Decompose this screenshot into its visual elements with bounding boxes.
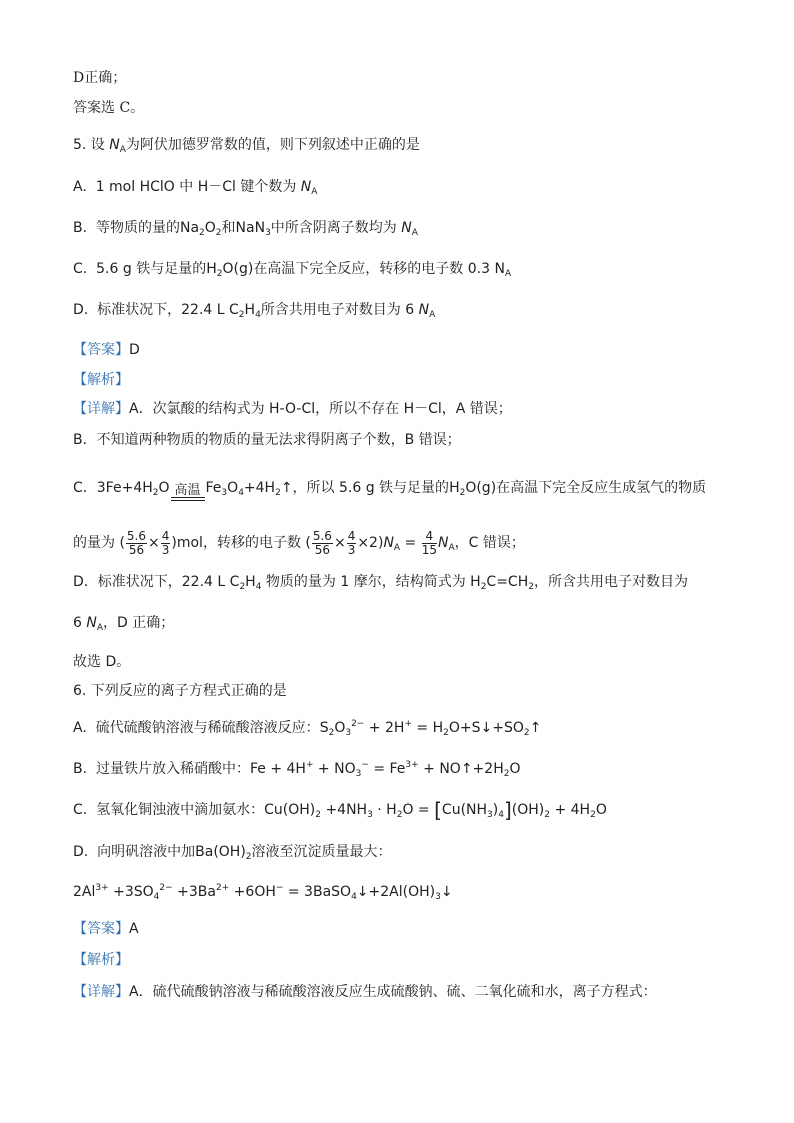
answer-tag: 【答案】	[73, 342, 129, 358]
text: 1 mol HClO 中 H－Cl 键个数为	[95, 179, 297, 195]
text: B．不知道两种物质的物质的量无法求得阴离子个数，B 错误；	[73, 432, 461, 448]
question-5-option-c: C. 5.6 g 铁与足量的$H_2O(g)$在高温下完全反应，转移的电子数 0.3 $N_A$	[73, 261, 512, 279]
option-label: C.	[73, 261, 88, 277]
text: 为阿伏加德罗常数的值，则下列叙述中正确的是	[125, 137, 420, 153]
text: 6. 下列反应的离子方程式正确的是	[73, 683, 287, 699]
analysis-line	[73, 370, 754, 390]
text-line	[73, 98, 754, 118]
option-label: C.	[73, 802, 88, 818]
text: 物质的量为 1 摩尔，结构简式为	[265, 574, 466, 590]
detail-b-line	[73, 430, 754, 450]
option-label: B.	[73, 761, 88, 777]
question-5-option-a: A. 1 mol HClO 中 H－Cl 键个数为 $N_A$	[73, 179, 318, 197]
detail-c-line-2: 的量为 ( $\frac{5.6}{56}$ × $\frac{4}{3}$ )mol，转移的电子数 ( $\frac{5.6}{56}$ × $\frac{4}{3}$ $\times 2)N_A$ = $\frac{4}{15}$ $N_A$，C 错误；	[73, 528, 525, 557]
text: ×2)	[357, 535, 384, 551]
text: 和	[221, 220, 236, 236]
text: A．硫代硫酸钠溶液与稀硫酸溶液反应生成硫酸钠、硫、二氧化硫和水，离子方程式：	[129, 984, 657, 1000]
detail-a-line	[73, 982, 754, 1002]
text: 在高温下完全反应，转移的电子数 0.3	[253, 261, 491, 277]
text: 氢氧化铜浊液中滴加氨水：	[96, 802, 265, 818]
question-5-stem: 5. 设 $N_A$为阿伏加德罗常数的值，则下列叙述中正确的是	[73, 137, 420, 155]
text: A．次氯酸的结构式为 H-O-Cl，所以不存在 H－Cl，A 错误；	[129, 401, 512, 417]
text-line	[73, 68, 754, 88]
text: 在高温下完全反应生成氢气的物质	[496, 480, 707, 496]
answer-line	[73, 919, 754, 939]
conclusion-line	[73, 652, 754, 672]
text: 中所含阴离子数均为	[270, 220, 397, 236]
analysis-tag: 【解析】	[73, 952, 129, 968]
question-5-option-b: B. 等物质的量的$Na_2O_2$和NaN$_3$中所含阴离子数均为 $N_A$	[73, 220, 418, 238]
question-6-option-d: D. 向明矾溶液中加$Ba(OH)_2$溶液至沉淀质量最大：	[73, 844, 392, 862]
detail-c-line-1: C．$3Fe+4H_2O$ 高温 $Fe_3O_4+4H_2↑$，所以 5.6 g 铁与足量的$H_2O(g)$在高温下完全反应生成氢气的物质	[73, 478, 754, 501]
text: )mol，转移的电子数 (	[171, 535, 311, 551]
question-6-stem	[73, 681, 754, 701]
detail-tag: 【详解】	[73, 401, 129, 417]
text: +4H	[243, 480, 276, 496]
detail-tag: 【详解】	[73, 984, 129, 1000]
analysis-line	[73, 950, 754, 970]
text: 的量为 (	[73, 535, 125, 551]
text: 硫代硫酸钠溶液与稀硫酸溶液反应：	[95, 720, 320, 736]
text: 等物质的量的	[95, 220, 180, 236]
option-label: B.	[73, 220, 88, 236]
option-label: D.	[73, 844, 89, 860]
text: 答案选 C。	[73, 100, 145, 116]
question-5-option-d: D. 标准状况下，22.4 L $C_2H_4$所含共用电子对数目为 6 $N_A$	[73, 302, 436, 320]
text: ，所含共用电子对数目为	[533, 574, 688, 590]
answer-tag: 【答案】	[73, 921, 129, 937]
text: 5. 设	[73, 137, 105, 153]
text: 向明矾溶液中加	[97, 844, 196, 860]
option-label: D.	[73, 302, 89, 318]
option-label: A.	[73, 720, 87, 736]
reaction-condition	[171, 485, 205, 501]
text: 所含共用电子对数目为 6	[260, 302, 415, 318]
text: ，D 正确；	[103, 615, 175, 631]
text: ↑，所以 5.6 g 铁与足量的	[280, 480, 450, 496]
text: C．3Fe+4H	[73, 480, 153, 496]
answer-value: D	[129, 342, 140, 358]
text: 故选 D。	[73, 654, 131, 670]
text: D．标准状况下，22.4 L	[73, 574, 226, 590]
text: Fe	[205, 480, 222, 496]
condition-text: 高温	[174, 483, 201, 498]
text: 过量铁片放入稀硝酸中：	[95, 761, 250, 777]
answer-line	[73, 340, 754, 360]
text: 溶液至沉淀质量最大：	[251, 844, 392, 860]
question-6-option-c: C. 氢氧化铜浊液中滴加氨水：$Cu(OH)_2 +4NH_3 \cdot H_2O = [Cu(NH_3)_4](OH)_2 + 4H_2O$	[73, 798, 607, 822]
question-6-option-d-equation: $2Al^{3+} +3SO_4^{2-} +3Ba^{2+} +6OH^-$ = $3BaSO_4↓+2Al(OH)_3↓$	[73, 883, 453, 902]
answer-value: A	[129, 921, 139, 937]
detail-d-line-1: D．标准状况下，22.4 L $C_2H_4$ 物质的量为 1 摩尔，结构简式为 $H_2C=CH_2$，所含共用电子对数目为	[73, 574, 688, 592]
text: 标准状况下，22.4 L	[97, 302, 225, 318]
detail-a-line	[73, 399, 754, 419]
question-6-option-a: A. 硫代硫酸钠溶液与稀硫酸溶液反应：$S_2O_3^{2-} + 2H^+$ = $H_2O+S↓+SO_2↑$	[73, 719, 542, 738]
analysis-tag: 【解析】	[73, 372, 129, 388]
text: 5.6 g 铁与足量的	[96, 261, 207, 277]
option-label: A.	[73, 179, 87, 195]
text: ，C 错误；	[454, 535, 525, 551]
question-6-option-b: B. 过量铁片放入稀硝酸中：$Fe + 4H^+ + NO_3^- = Fe^{3+}$ + $NO↑+2H_2O$	[73, 760, 521, 779]
detail-d-line-2: 6 $N_A$，D 正确；	[73, 615, 175, 633]
text: D正确；	[73, 70, 127, 86]
